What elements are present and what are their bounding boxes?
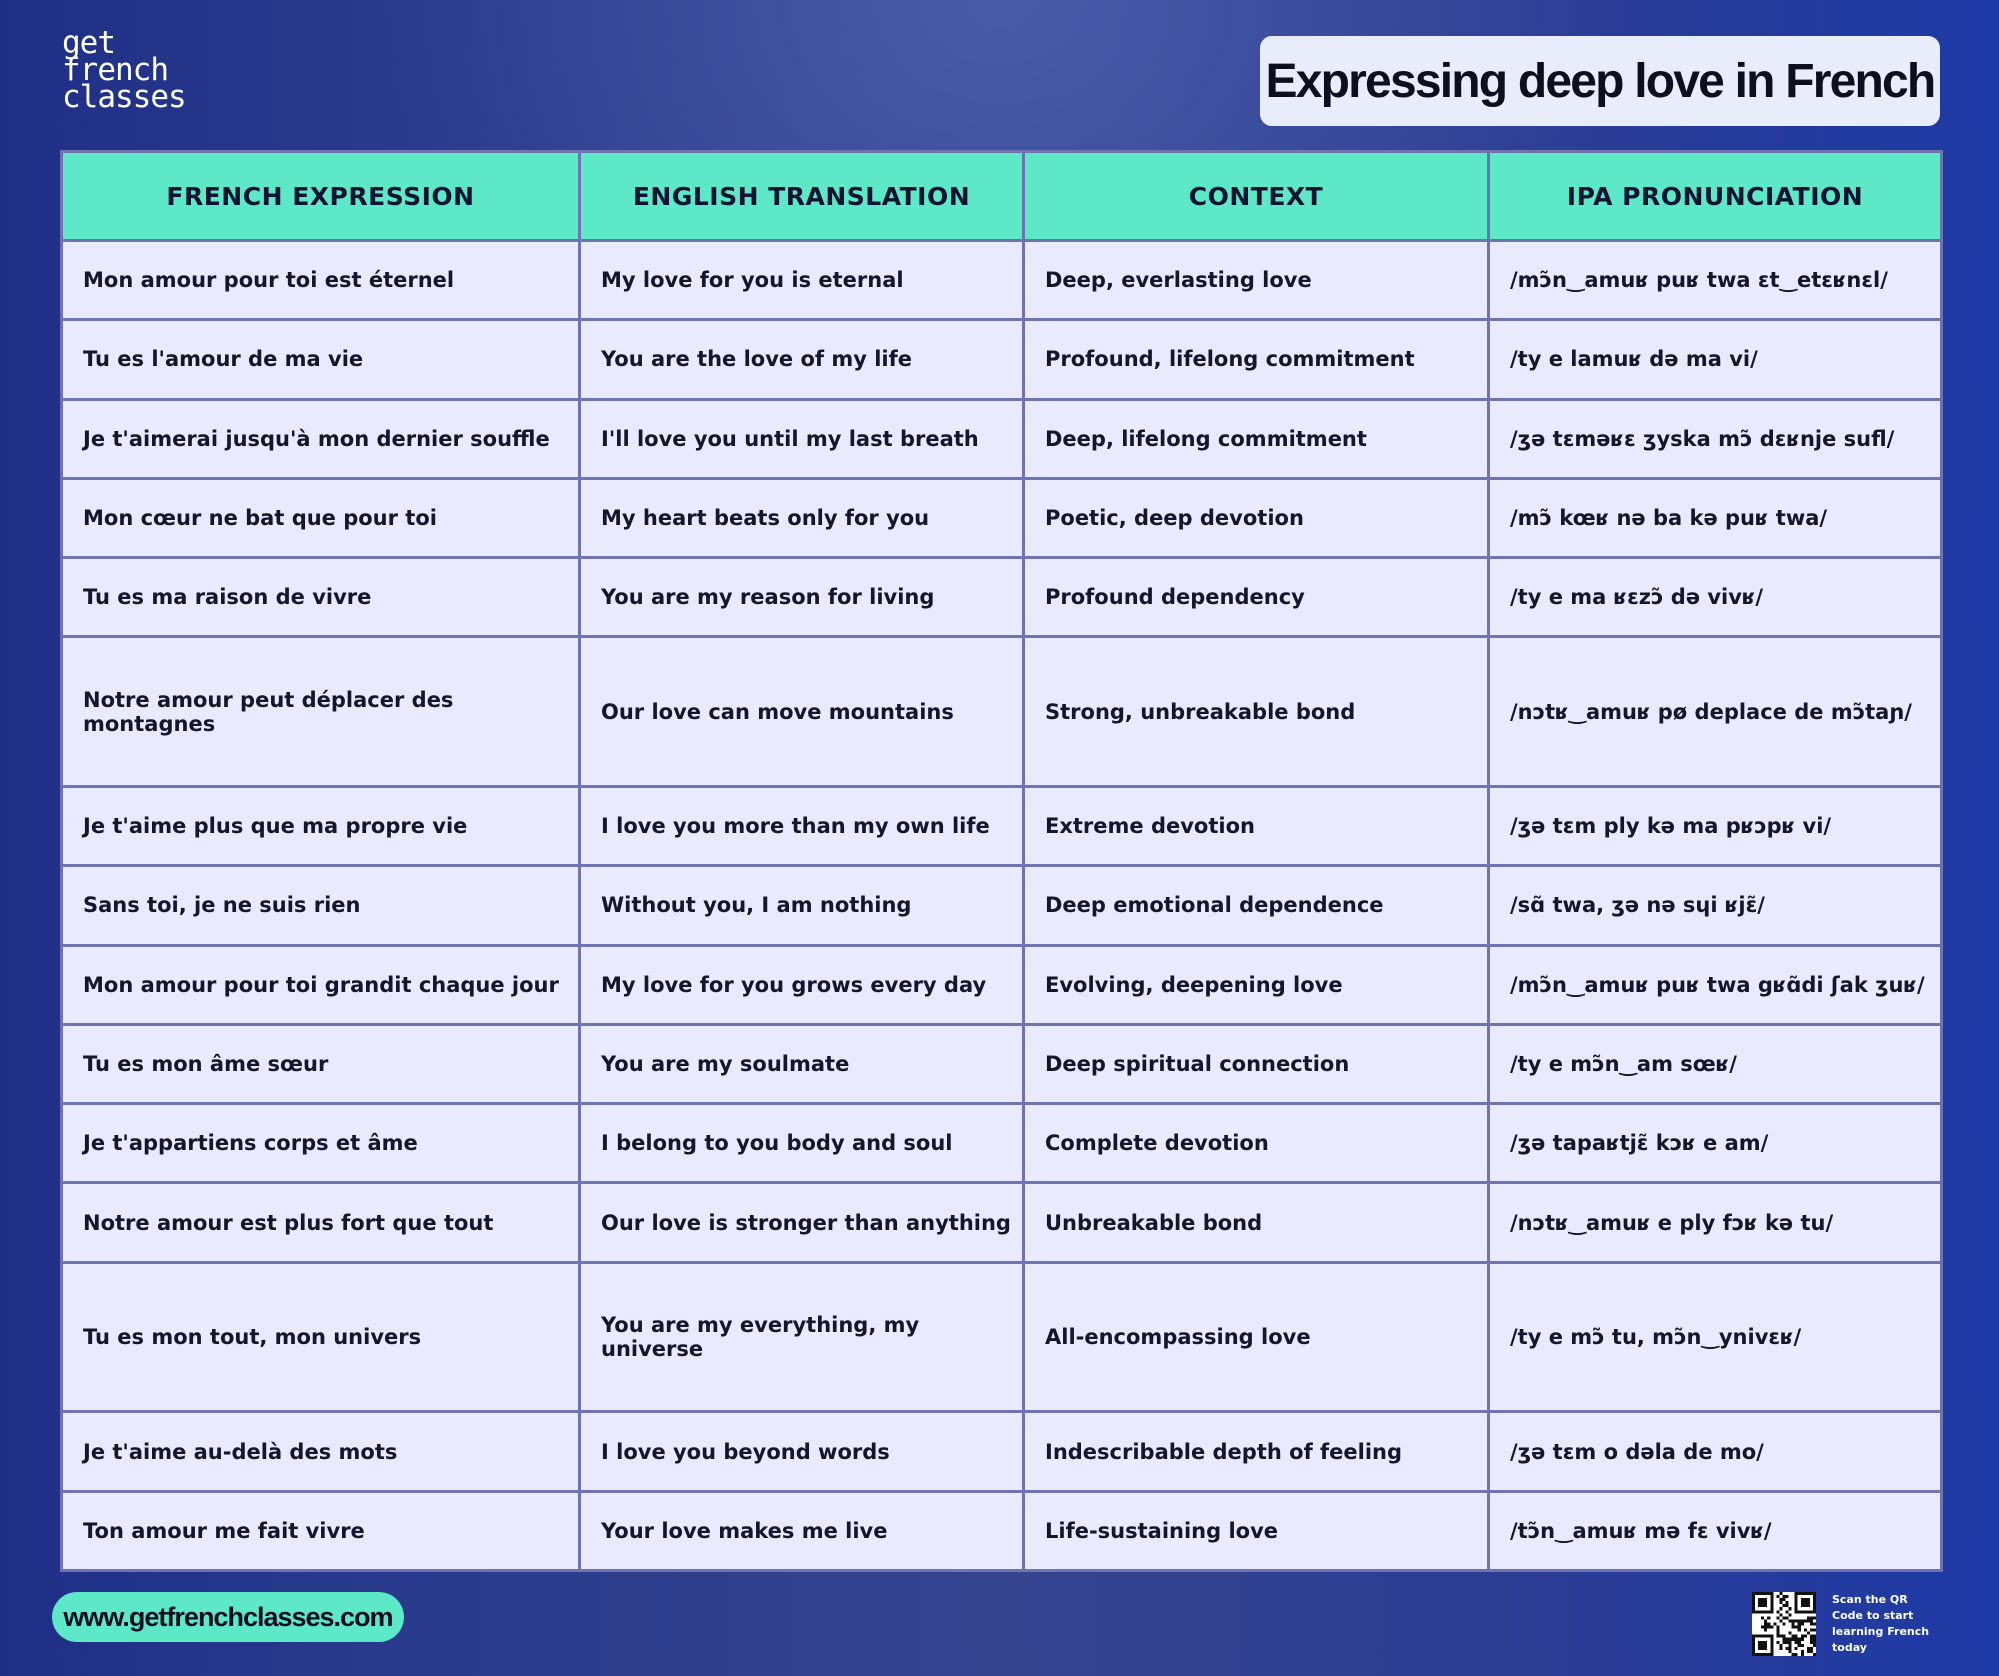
cell-context: Profound, lifelong commitment [1024,320,1489,399]
cell-french: Je t'aime plus que ma propre vie [62,787,580,866]
cell-ipa: /ty e mɔ̃n‿am sœʁ/ [1489,1024,1942,1103]
website-url[interactable]: www.getfrenchclasses.com [63,1601,393,1632]
logo-line-3: classes [62,79,186,115]
cell-ipa: /ʒə tɛməʁɛ ʒyska mɔ̃ dɛʁnje sufl/ [1489,399,1942,478]
cell-context: Complete devotion [1024,1104,1489,1183]
qr-caption: Scan the QR Code to start learning French today [1832,1593,1930,1654]
cell-english: You are the love of my life [580,320,1024,399]
column-header-ipa: IPA PRONUNCIATION [1489,152,1942,241]
cell-french: Je t'aime au-delà des mots [62,1412,580,1491]
cell-english: Your love makes me live [580,1491,1024,1570]
cell-english: My love for you is eternal [580,241,1024,320]
cell-context: Indescribable depth of feeling [1024,1412,1489,1491]
table-row [62,1104,1942,1183]
cell-english: I love you more than my own life [580,787,1024,866]
cell-french: Je t'aimerai jusqu'à mon dernier souffle [62,399,580,478]
page-title: Expressing deep love in French [1265,54,1935,108]
cell-context: Profound dependency [1024,558,1489,637]
cell-ipa: /ty e lamuʁ də ma vi/ [1489,320,1942,399]
cell-english: Without you, I am nothing [580,866,1024,945]
cell-ipa: /mɔ̃ kœʁ nə ba kə puʁ twa/ [1489,478,1942,557]
table-row [62,399,1942,478]
cell-context: Unbreakable bond [1024,1183,1489,1262]
cell-context: Evolving, deepening love [1024,945,1489,1024]
cell-ipa: /ty e mɔ̃ tu, mɔ̃n‿ynivɛʁ/ [1489,1262,1942,1412]
logo [62,25,186,115]
table-row [62,1183,1942,1262]
cell-context: All-encompassing love [1024,1262,1489,1412]
table-row [62,945,1942,1024]
column-header-french: FRENCH EXPRESSION [62,152,580,241]
cell-english: Our love can move mountains [580,637,1024,787]
cell-english: I'll love you until my last breath [580,399,1024,478]
column-header-english: ENGLISH TRANSLATION [580,152,1024,241]
table-row [62,478,1942,557]
qr-code-graphic [1752,1592,1816,1656]
cell-english: Our love is stronger than anything [580,1183,1024,1262]
phrase-table [60,150,1943,1572]
cell-ipa: /ʒə tɛm o dəla de mo/ [1489,1412,1942,1491]
cell-french: Mon amour pour toi est éternel [62,241,580,320]
cell-context: Poetic, deep devotion [1024,478,1489,557]
cell-context: Extreme devotion [1024,787,1489,866]
cell-context: Deep, lifelong commitment [1024,399,1489,478]
website-link[interactable] [52,1592,404,1642]
cell-french: Tu es ma raison de vivre [62,558,580,637]
table-header-row [62,152,1942,241]
cell-ipa: /tɔ̃n‿amuʁ mə fɛ vivʁ/ [1489,1491,1942,1570]
title-box [1260,36,1940,126]
logo-line-1: get [62,25,115,61]
cell-context: Deep emotional dependence [1024,866,1489,945]
cell-context: Life-sustaining love [1024,1491,1489,1570]
logo-line-2: french [62,52,168,88]
cell-french: Tu es mon tout, mon univers [62,1262,580,1412]
table-row [62,637,1942,787]
cell-french: Ton amour me fait vivre [62,1491,580,1570]
table-row [62,1262,1942,1412]
cell-ipa: /nɔtʁ‿amuʁ e ply fɔʁ kə tu/ [1489,1183,1942,1262]
cell-ipa: /ʒə tɛm ply kə ma pʁɔpʁ vi/ [1489,787,1942,866]
cell-french: Je t'appartiens corps et âme [62,1104,580,1183]
table-row [62,320,1942,399]
cell-english: You are my reason for living [580,558,1024,637]
cell-ipa: /ʒə tapaʁtjɛ̃ kɔʁ e am/ [1489,1104,1942,1183]
cell-english: I love you beyond words [580,1412,1024,1491]
cell-french: Notre amour est plus fort que tout [62,1183,580,1262]
cell-ipa: /ty e ma ʁɛzɔ̃ də vivʁ/ [1489,558,1942,637]
cell-french: Mon cœur ne bat que pour toi [62,478,580,557]
cell-english: My love for you grows every day [580,945,1024,1024]
cell-ipa: /mɔ̃n‿amuʁ puʁ twa gʁɑ̃di ʃak ʒuʁ/ [1489,945,1942,1024]
cell-french: Sans toi, je ne suis rien [62,866,580,945]
cell-french: Notre amour peut déplacer des montagnes [62,637,580,787]
table-row [62,866,1942,945]
cell-context: Deep spiritual connection [1024,1024,1489,1103]
cell-english: My heart beats only for you [580,478,1024,557]
table-row [62,1491,1942,1570]
qr-code-icon [1752,1592,1816,1656]
table-body [62,241,1942,1571]
cell-english: You are my soulmate [580,1024,1024,1103]
cell-ipa: /mɔ̃n‿amuʁ puʁ twa ɛt‿etɛʁnɛl/ [1489,241,1942,320]
cell-ipa: /sɑ̃ twa, ʒə nə sɥi ʁjɛ̃/ [1489,866,1942,945]
table-row [62,787,1942,866]
cell-ipa: /nɔtʁ‿amuʁ pø deplace de mɔ̃taɲ/ [1489,637,1942,787]
cell-english: I belong to you body and soul [580,1104,1024,1183]
cell-context: Deep, everlasting love [1024,241,1489,320]
cell-french: Tu es l'amour de ma vie [62,320,580,399]
table-row [62,1024,1942,1103]
cell-english: You are my everything, my universe [580,1262,1024,1412]
table-row [62,1412,1942,1491]
table-row [62,241,1942,320]
column-header-context: CONTEXT [1024,152,1489,241]
table-row [62,558,1942,637]
cell-context: Strong, unbreakable bond [1024,637,1489,787]
cell-french: Mon amour pour toi grandit chaque jour [62,945,580,1024]
cell-french: Tu es mon âme sœur [62,1024,580,1103]
